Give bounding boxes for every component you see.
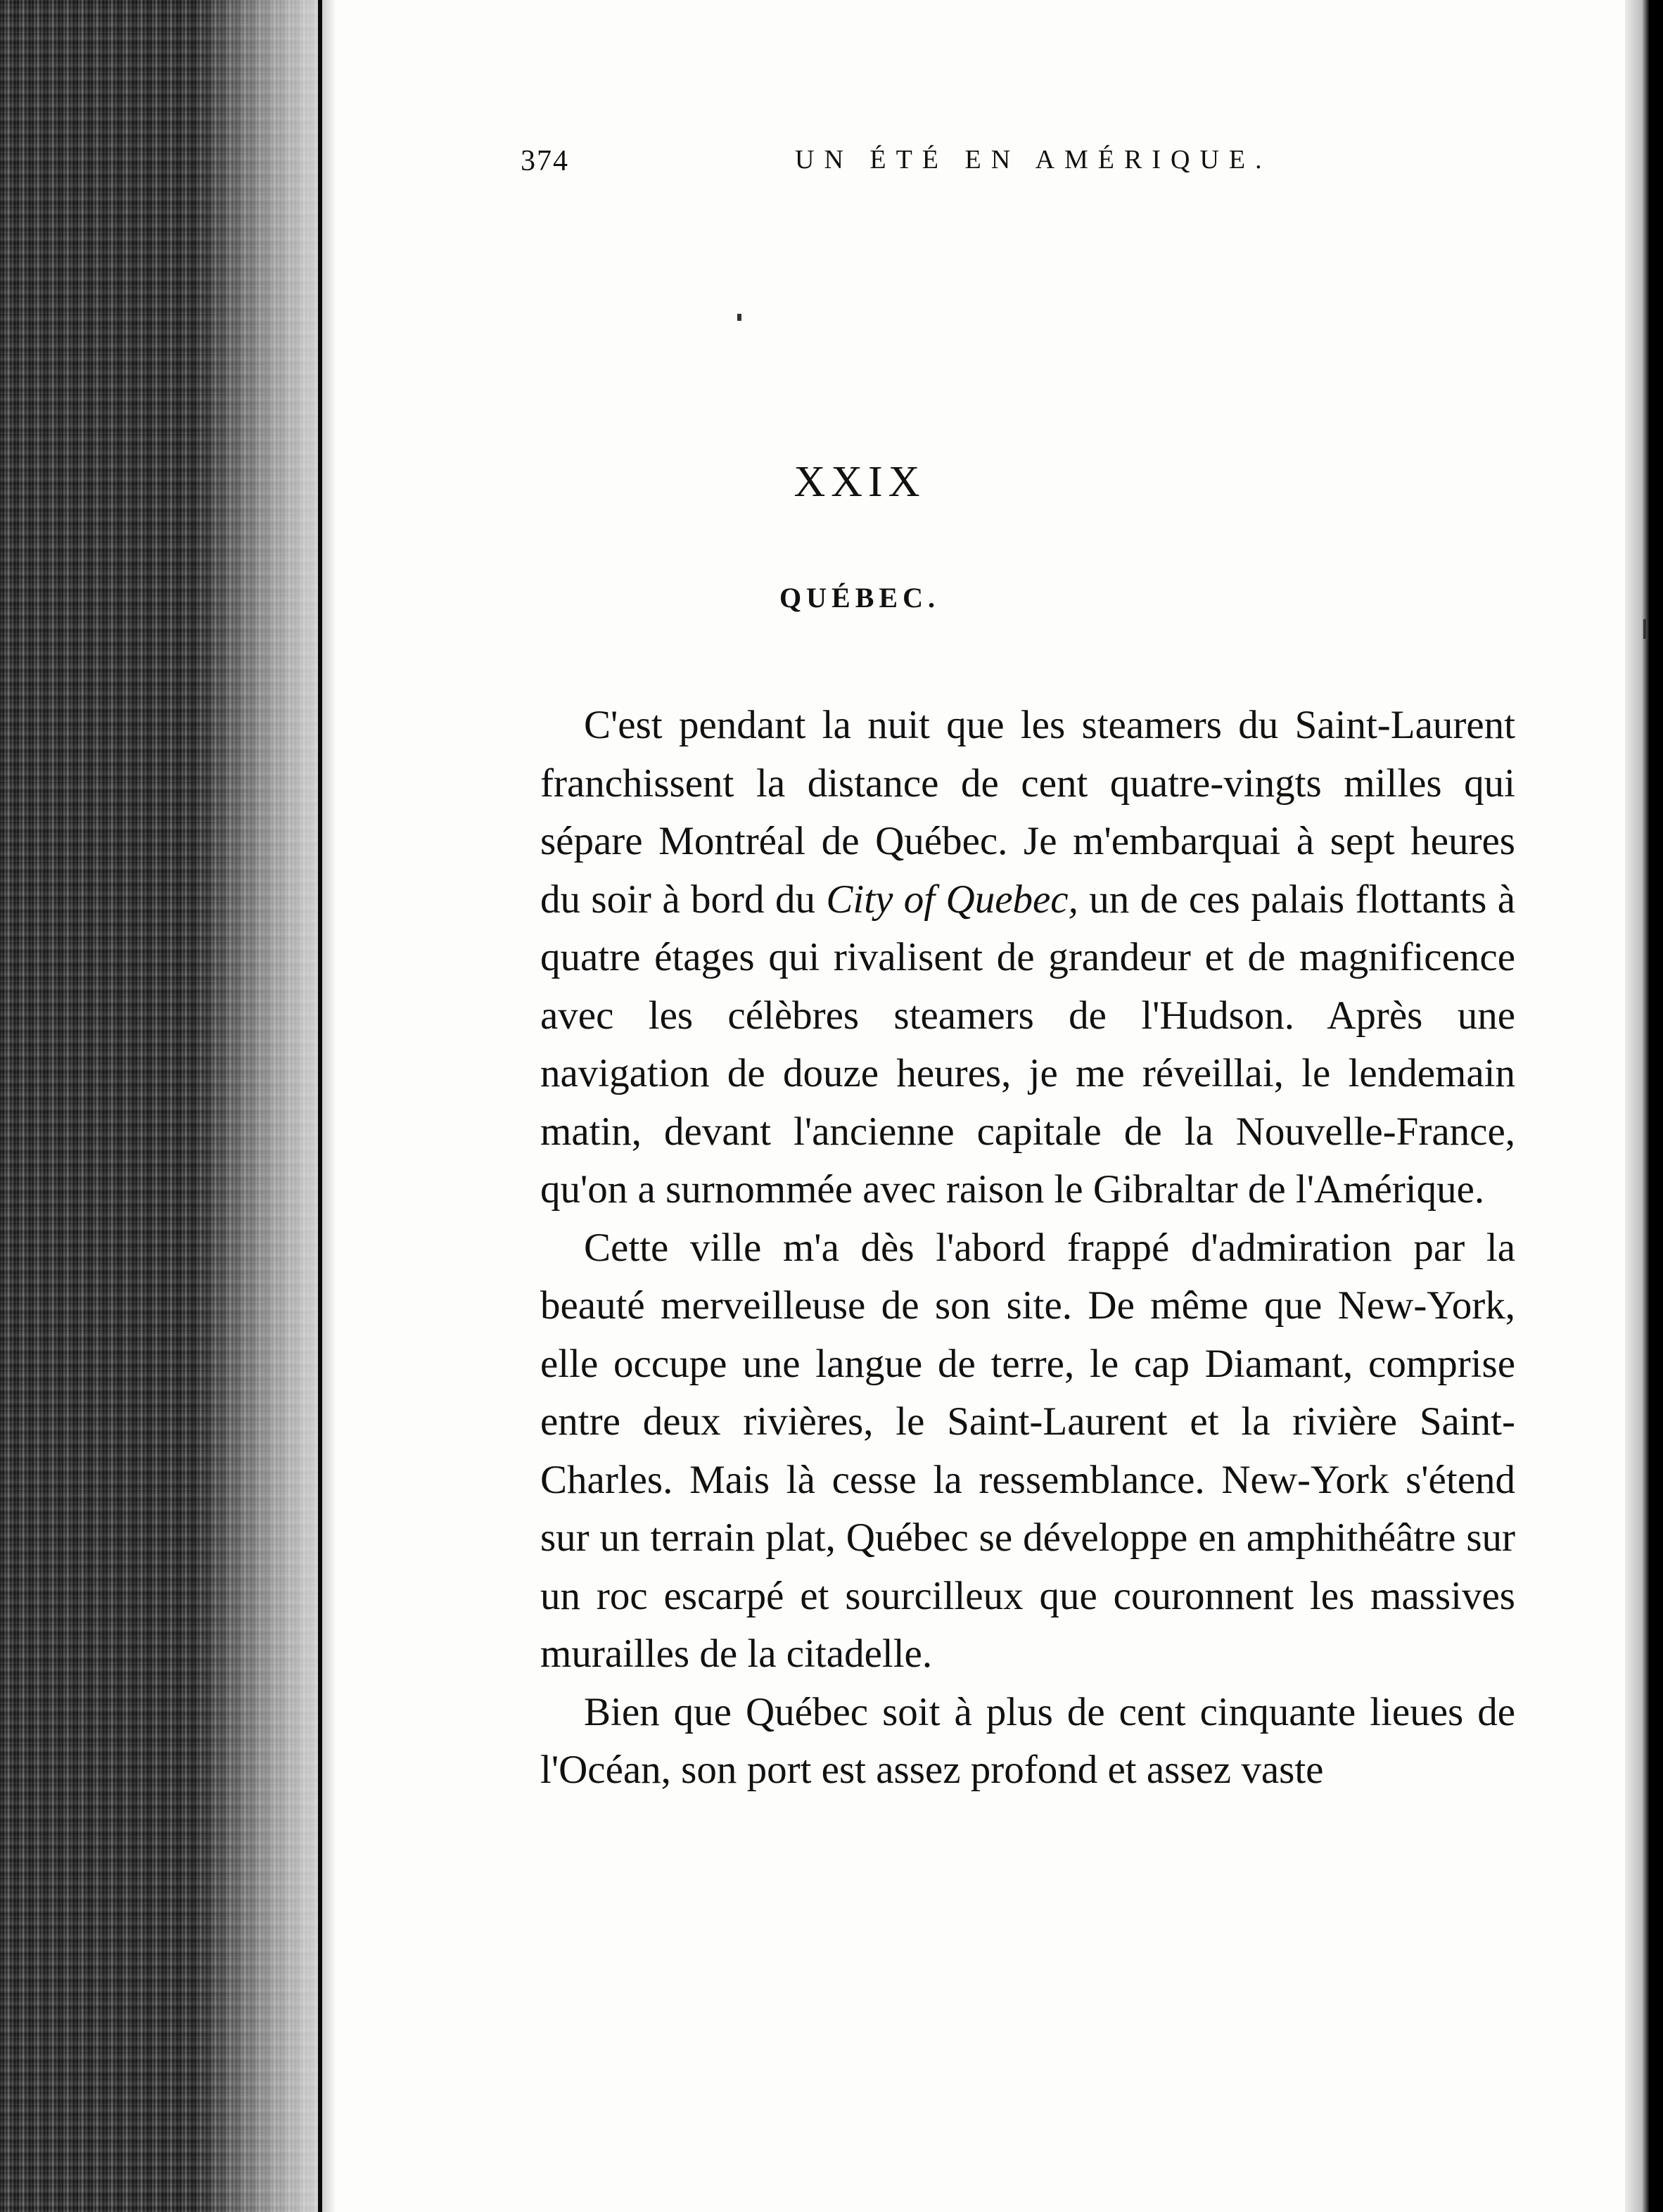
margin-speck (737, 314, 741, 321)
ship-name: City of Quebec, (826, 877, 1078, 922)
paragraph-1-text: C'est pendant la nuit que les steamers du Saint-Laurent franchissent la distance de cent quatre-vingts milles qui sépare Montréal de Québec. Je m'embarquai à sept heures du soir à bord du (540, 703, 1515, 922)
body-text (540, 697, 1515, 1800)
book-page-edges (0, 0, 331, 2212)
chapter-number: XXIX (794, 458, 926, 506)
paragraph-1-continuation: un de ces palais flottants à quatre étages qui rivalisent de grandeur et de magnificence avec les célèbres steamers de l'Hudson. Après une navigation de douze heures, je me réveillai, le lendemain matin, devant l'ancienne capitale de la Nouvelle-France, qu'on a surnommée avec raison le Gibraltar de l'Amérique. (540, 877, 1516, 1212)
page-number: 374 (521, 145, 569, 177)
margin-speck (1643, 619, 1646, 639)
paragraph-2: Cette ville m'a dès l'abord frappé d'admiration par la beauté merveilleuse de son site. De même que New-York, elle occupe une langue de terre, le cap Diamant, comprise entre deux rivières, le Saint-Laurent et la rivière Saint-Charles. Mais là cesse la ressemblance. New-York s'étend sur un terrain plat, Québec se développe en amphithéâtre sur un roc escarpé et sourcilleux que couronnent les massives murailles de la citadelle. (540, 1225, 1515, 1676)
next-page-edge (1625, 0, 1649, 2212)
running-header (521, 144, 1393, 186)
paragraph-3: Bien que Québec soit à plus de cent cinquante lieues de l'Océan, son port est assez profond et assez vaste (540, 1689, 1515, 1792)
running-title: UN ÉTÉ EN AMÉRIQUE. (795, 145, 1272, 174)
paragraph-1 (540, 697, 1515, 1219)
chapter-title: QUÉBEC. (779, 582, 940, 614)
